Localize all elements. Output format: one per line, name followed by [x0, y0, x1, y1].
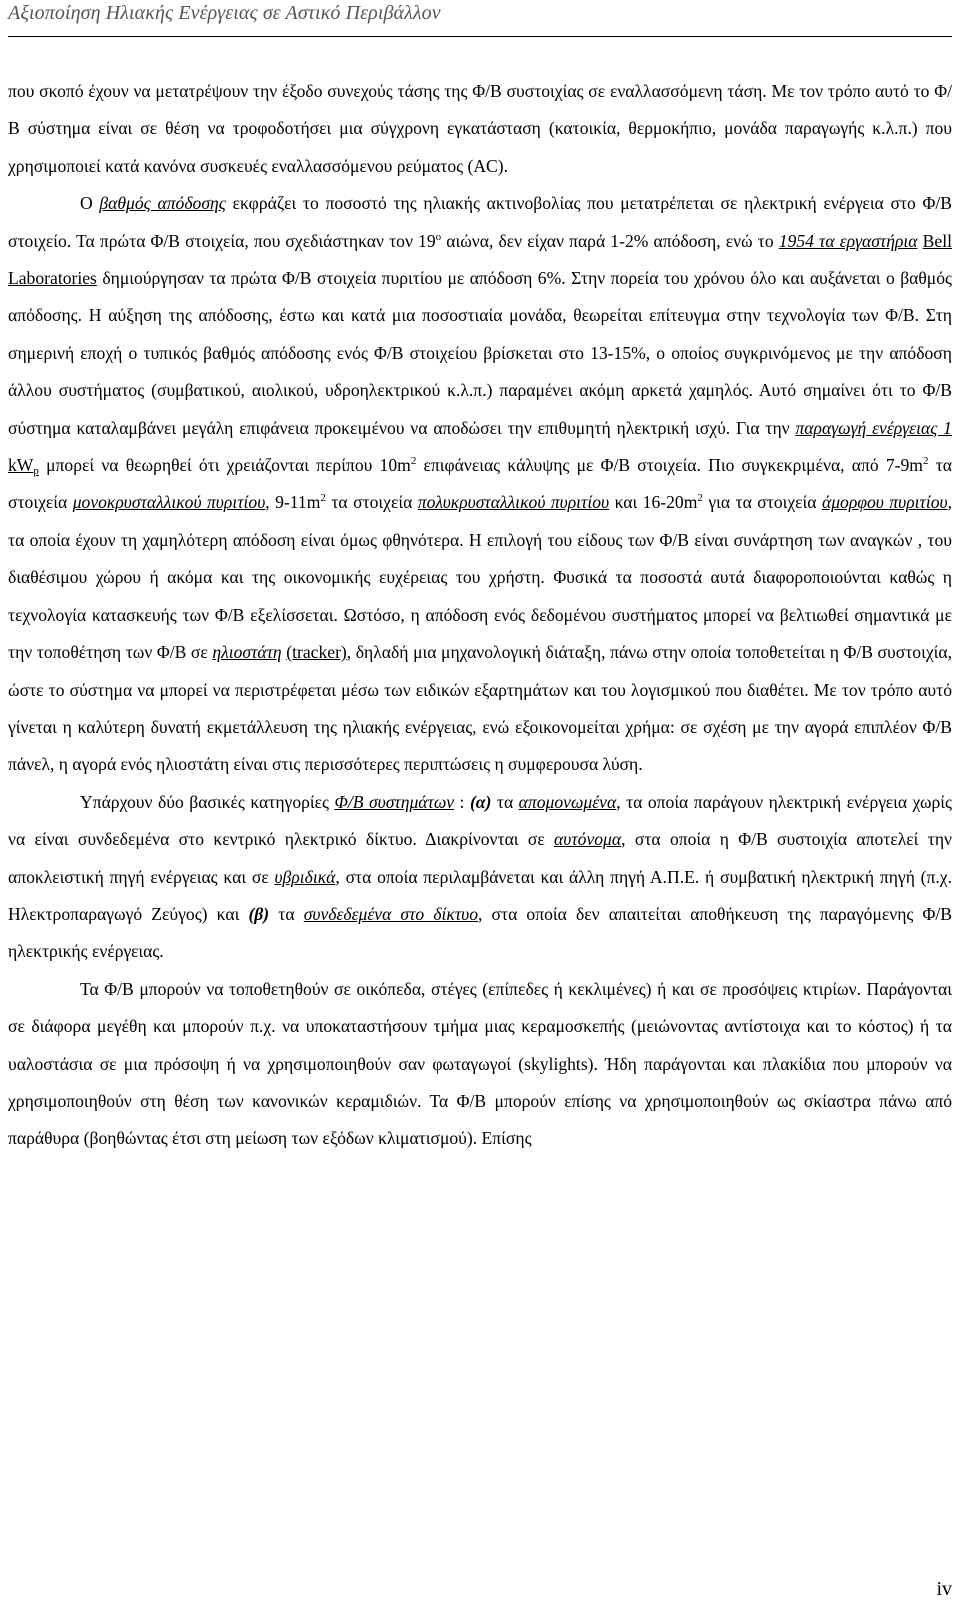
paragraph-efficiency	[8, 185, 952, 784]
text-run: , δηλαδή μια μηχανολογική διάταξη, πάνω στην οποία τοποθετείται η Φ/Β συστοιχία, ώστε το σύστημα να μπορεί να περιστρέφεται μέσω των ειδικών εξαρτημάτων και του λογισμικού που διαθέτει. Με τον τρόπο αυτό γίνεται η καλύτερη δυνατή εκμετάλλευση της ηλιακής ενέργειας, ενώ εξοικονομείται χρήμα: σε σχέση με την αγορά επιπλέον Φ/Β πάνελ, η αγορά ενός ηλιοστάτη είναι στις περισσότερες περιπτώσεις η συμφερουσα λύση.	[8, 642, 952, 775]
link-efficiency[interactable]: βαθμός απόδοσης	[99, 193, 226, 214]
superscript: ο	[435, 230, 442, 243]
text-run: τα	[269, 903, 304, 924]
superscript: 2	[410, 455, 417, 468]
text-run: τα	[491, 791, 519, 812]
link-1954-labs[interactable]: 1954 τα εργαστήρια	[778, 230, 918, 251]
category-marker-b: (β)	[248, 903, 270, 924]
paragraph-categories	[8, 784, 952, 971]
text-run: μπορεί να θεωρηθεί ότι χρειάζονται περίπου 10m	[38, 455, 411, 476]
text-run: αιώνα, δεν είχαν παρά 1-2% απόδοση, ενώ το	[441, 230, 779, 251]
text-run: τα στοιχεία	[8, 455, 952, 513]
link-pv-systems[interactable]: Φ/Β συστημάτων	[334, 791, 455, 812]
link-energy-production[interactable]: παραγωγή ενέργειας 1	[795, 417, 952, 438]
superscript: 2	[923, 455, 929, 468]
text-run: για τα στοιχεία	[702, 492, 822, 513]
link-isolated[interactable]: απομονωμένα	[518, 791, 617, 812]
text-run: που σκοπό έχουν να μετατρέψουν την έξοδο συνεχούς τάσης της Φ/Β συστοιχίας σε εναλλασσόμενη τάση. Με τον τρόπο αυτό το Φ/Β σύστημα είναι σε θέση να τροφοδοτήσει μια σύγχρονη εγκατάσταση (κατοικία, θερμοκήπιο, μονάδα παραγωγής κ.λ.π.) που χρησιμοποιεί κατά κανόνα συσκευές εναλλασσόμενου ρεύματος (AC).	[8, 81, 952, 176]
paragraph-installation	[8, 971, 952, 1158]
superscript: 2	[320, 492, 326, 505]
link-grid-connected[interactable]: συνδεδεμένα στο δίκτυο	[303, 903, 479, 924]
link-amorphous[interactable]: άμορφου πυριτίου	[821, 492, 948, 513]
paragraph-inverters	[8, 73, 952, 185]
link-heliostat[interactable]: ηλιοστάτη	[212, 642, 282, 663]
header-title: Αξιοποίηση Ηλιακής Ενέργειας σε Αστικό Περιβάλλον	[8, 2, 441, 24]
text-run: τα στοιχεία	[325, 492, 418, 513]
text-run: και 16-20m	[609, 492, 698, 513]
text-run: , τα οποία παράγουν ηλεκτρική ενέργεια χωρίς να είναι συνδεδεμένα στο κεντρικό ηλεκτρικό δίκτυο. Διακρίνονται σε	[8, 791, 953, 850]
text-run: Τα Φ/Β μπορούν να τοποθετηθούν σε οικόπεδα, στέγες (επίπεδες ή κεκλιμένες) ή και σε προσόψεις κτιρίων. Παράγονται σε διάφορα μεγέθη και μπορούν π.χ. να υποκαταστήσουν τμήμα μιας κεραμοσκεπής (μειώνοντας αντίστοιχα και το κόστος) ή τα υαλοστάσια σε μια πρόσοψη ή να χρησιμοποιηθούν σαν φωταγωγοί (skylights). Ήδη παράγονται και πλακίδια που μπορούν να χρησιμοποιηθούν στη θέση των κανονικών κεραμιδιών. Τα Φ/Β μπορούν επίσης να χρησιμοποιηθούν ως σκίαστρα πάνω από παράθυρα (βοηθώντας έτσι στη μείωση των εξόδων κλιματισμού). Επίσης	[8, 978, 952, 1149]
link-tracker[interactable]: (tracker)	[286, 642, 347, 663]
document-body	[8, 73, 952, 1158]
text-run: Υπάρχουν δύο βασικές κατηγορίες	[80, 791, 335, 812]
text-run: επιφάνειας κάλυψης με Φ/Β στοιχεία. Πιο συγκεκριμένα, από 7-9m	[416, 455, 923, 476]
link-autonomous[interactable]: αυτόνομα	[554, 829, 622, 850]
superscript: 2	[697, 492, 703, 505]
link-kwp[interactable]: kW	[8, 455, 34, 476]
link-hybrid[interactable]: υβριδικά	[274, 866, 336, 887]
text-run: δημιούργησαν τα πρώτα Φ/Β στοιχεία πυριτίου με απόδοση 6%. Στην πορεία του χρόνου όλο και αυξάνεται ο βαθμός απόδοσης. Η αύξηση της απόδοσης, έστω και κατά μια ποσοστιαία μονάδα, θεωρείται επίτευγμα στην τεχνολογία των Φ/Β. Στη σημερινή εποχή ο τυπικός βαθμός απόδοσης ενός Φ/Β στοιχείου βρίσκεται στο 13-15%, ο οποίος συγκρινόμενος με την απόδοση άλλου συστήματος (συμβατικού, αιολικού, υδροηλεκτρικού κ.λ.π.) παραμένει ακόμη αρκετά χαμηλός. Αυτό σημαίνει ότι το Φ/Β σύστημα καταλαμβάνει μεγάλη επιφάνεια προκειμένου να αποδώσει την επιθυμητή ηλεκτρική ισχύ. Για την	[8, 268, 952, 438]
subscript: p	[33, 465, 39, 478]
link-polycrystalline[interactable]: πολυκρυσταλλικού πυριτίου	[417, 492, 610, 513]
text-run: εκφράζει το ποσοστό της ηλιακής ακτινοβολίας που μετατρέπεται σε ηλεκτρική ενέργεια στο Φ/Β στοιχείο. Τα πρώτα Φ/Β στοιχεία, που σχεδιάστηκαν τον 19	[8, 193, 952, 251]
link-monocrystalline[interactable]: μονοκρυσταλλικού πυριτίου	[72, 492, 266, 513]
link-bell-laboratories[interactable]: Bell Laboratories	[8, 230, 952, 289]
text-run: , στα οποία δεν απαιτείται αποθήκευση της παραγόμενης Φ/Β ηλεκτρικής ενέργειας.	[8, 903, 953, 962]
page-header	[8, 0, 952, 37]
text-run: Ο	[80, 193, 100, 214]
text-run: :	[454, 791, 470, 812]
page-number: iv	[936, 1578, 952, 1600]
text-run: , στα οποία περιλαμβάνεται και άλλη πηγή Α.Π.Ε. ή συμβατική ηλεκτρική πηγή (π.χ. Ηλεκτροπαραγωγό Ζεύγος) και	[8, 866, 952, 924]
text-run: , στα οποία η Φ/Β συστοιχία αποτελεί την αποκλειστική πηγή ενέργειας και σε	[8, 829, 952, 887]
text-run: , 9-11m	[265, 492, 321, 513]
text-run: , τα οποία έχουν τη χαμηλότερη απόδοση είναι όμως φθηνότερα. Η επιλογή του είδους των Φ/Β είναι συνάρτηση των αναγκών , του διαθέσιμου χώρου ή ακόμα και της οικονομικής ευχέρειας του χρήστη. Φυσικά τα ποσοστά αυτά διαφοροποιούνται καθώς η τεχνολογία κατασκευής των Φ/Β εξελίσσεται. Ωστόσο, η απόδοση ενός δεδομένου συστήματος μπορεί να βελτιωθεί σημαντικά με την τοποθέτηση των Φ/Β σε	[8, 492, 952, 663]
category-marker-a: (α)	[469, 791, 492, 812]
